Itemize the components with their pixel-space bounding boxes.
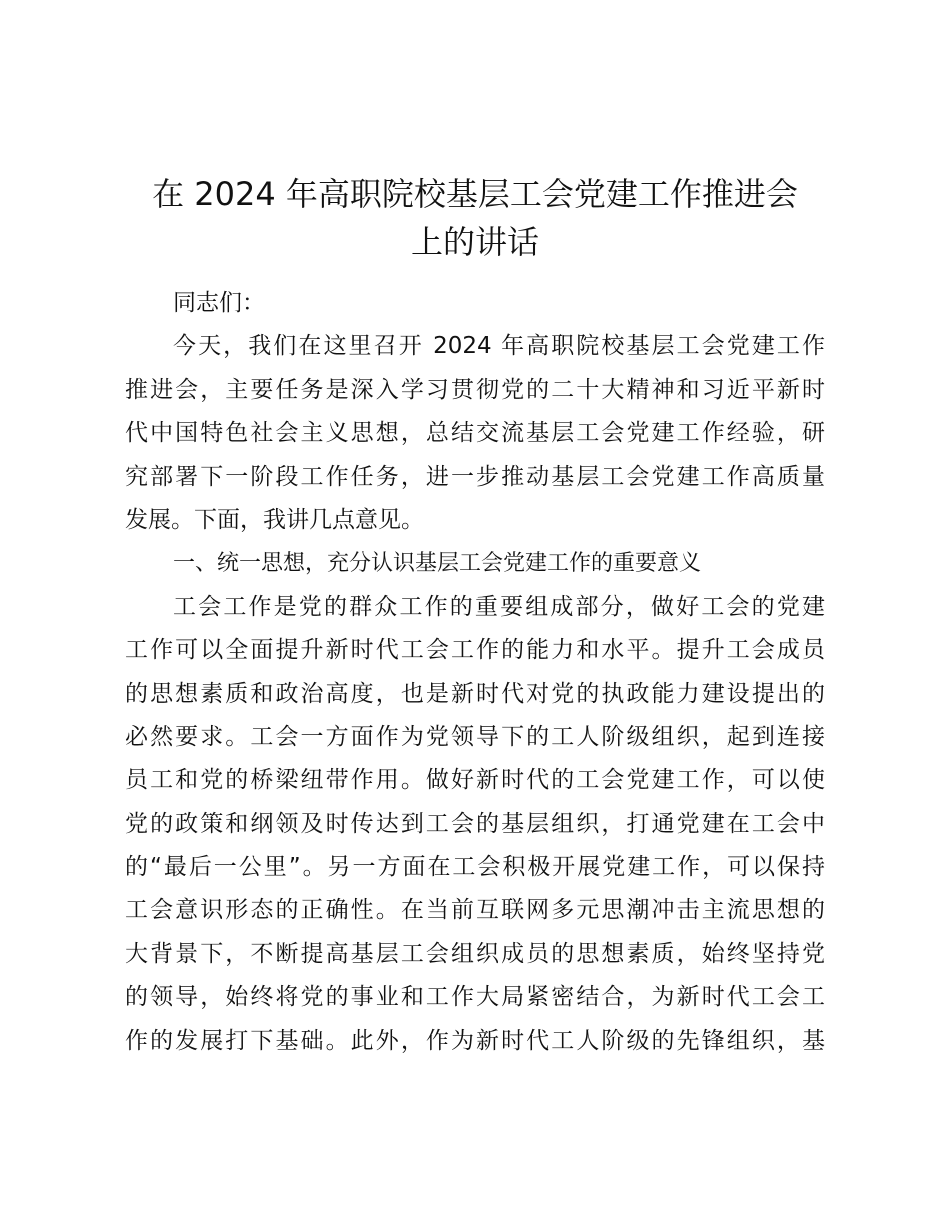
body-line: 今天，我们在这里召开 2024 年高职院校基层工会党建工作 — [173, 333, 825, 360]
body-line: 发展。下面，我讲几点意见。 — [125, 506, 424, 533]
body-line: 大背景下，不断提高基层工会组织成员的思想素质，始终坚持党 — [125, 940, 825, 967]
body-line: 的思想素质和政治高度，也是新时代对党的执政能力建设提出的 — [125, 680, 825, 707]
body-line: 究部署下一阶段工作任务，进一步推动基层工会党建工作高质量 — [125, 463, 825, 490]
body-line: 工会工作是党的群众工作的重要组成部分，做好工会的党建 — [173, 593, 825, 620]
body-line: 的“最后一公里”。另一方面在工会积极开展党建工作，可以保持 — [125, 854, 825, 881]
document-body — [125, 282, 825, 1063]
body-line: 作的发展打下基础。此外，作为新时代工人阶级的先锋组织，基 — [125, 1027, 825, 1054]
body-line: 党的政策和纲领及时传达到工会的基层组织，打通党建在工会中 — [125, 810, 825, 837]
body-line: 同志们： — [173, 290, 265, 316]
document-title — [125, 170, 825, 266]
body-line: 工会意识形态的正确性。在当前互联网多元思潮冲击主流思想的 — [125, 897, 825, 924]
title-line: 上的讲话 — [410, 223, 539, 261]
section-heading: 一、统一思想，充分认识基层工会党建工作的重要意义 — [173, 551, 702, 577]
body-line: 的领导，始终将党的事业和工作大局紧密结合，为新时代工会工 — [125, 984, 825, 1011]
body-line: 推进会，主要任务是深入学习贯彻党的二十大精神和习近平新时 — [125, 376, 825, 403]
title-line: 在 2024 年高职院校基层工会党建工作推进会 — [152, 175, 798, 213]
body-line: 代中国特色社会主义思想，总结交流基层工会党建工作经验，研 — [125, 420, 825, 447]
body-line: 员工和党的桥梁纽带作用。做好新时代的工会党建工作，可以使 — [125, 767, 825, 794]
body-line: 工作可以全面提升新时代工会工作的能力和水平。提升工会成员 — [125, 637, 825, 664]
body-line: 必然要求。工会一方面作为党领导下的工人阶级组织，起到连接 — [125, 723, 825, 750]
